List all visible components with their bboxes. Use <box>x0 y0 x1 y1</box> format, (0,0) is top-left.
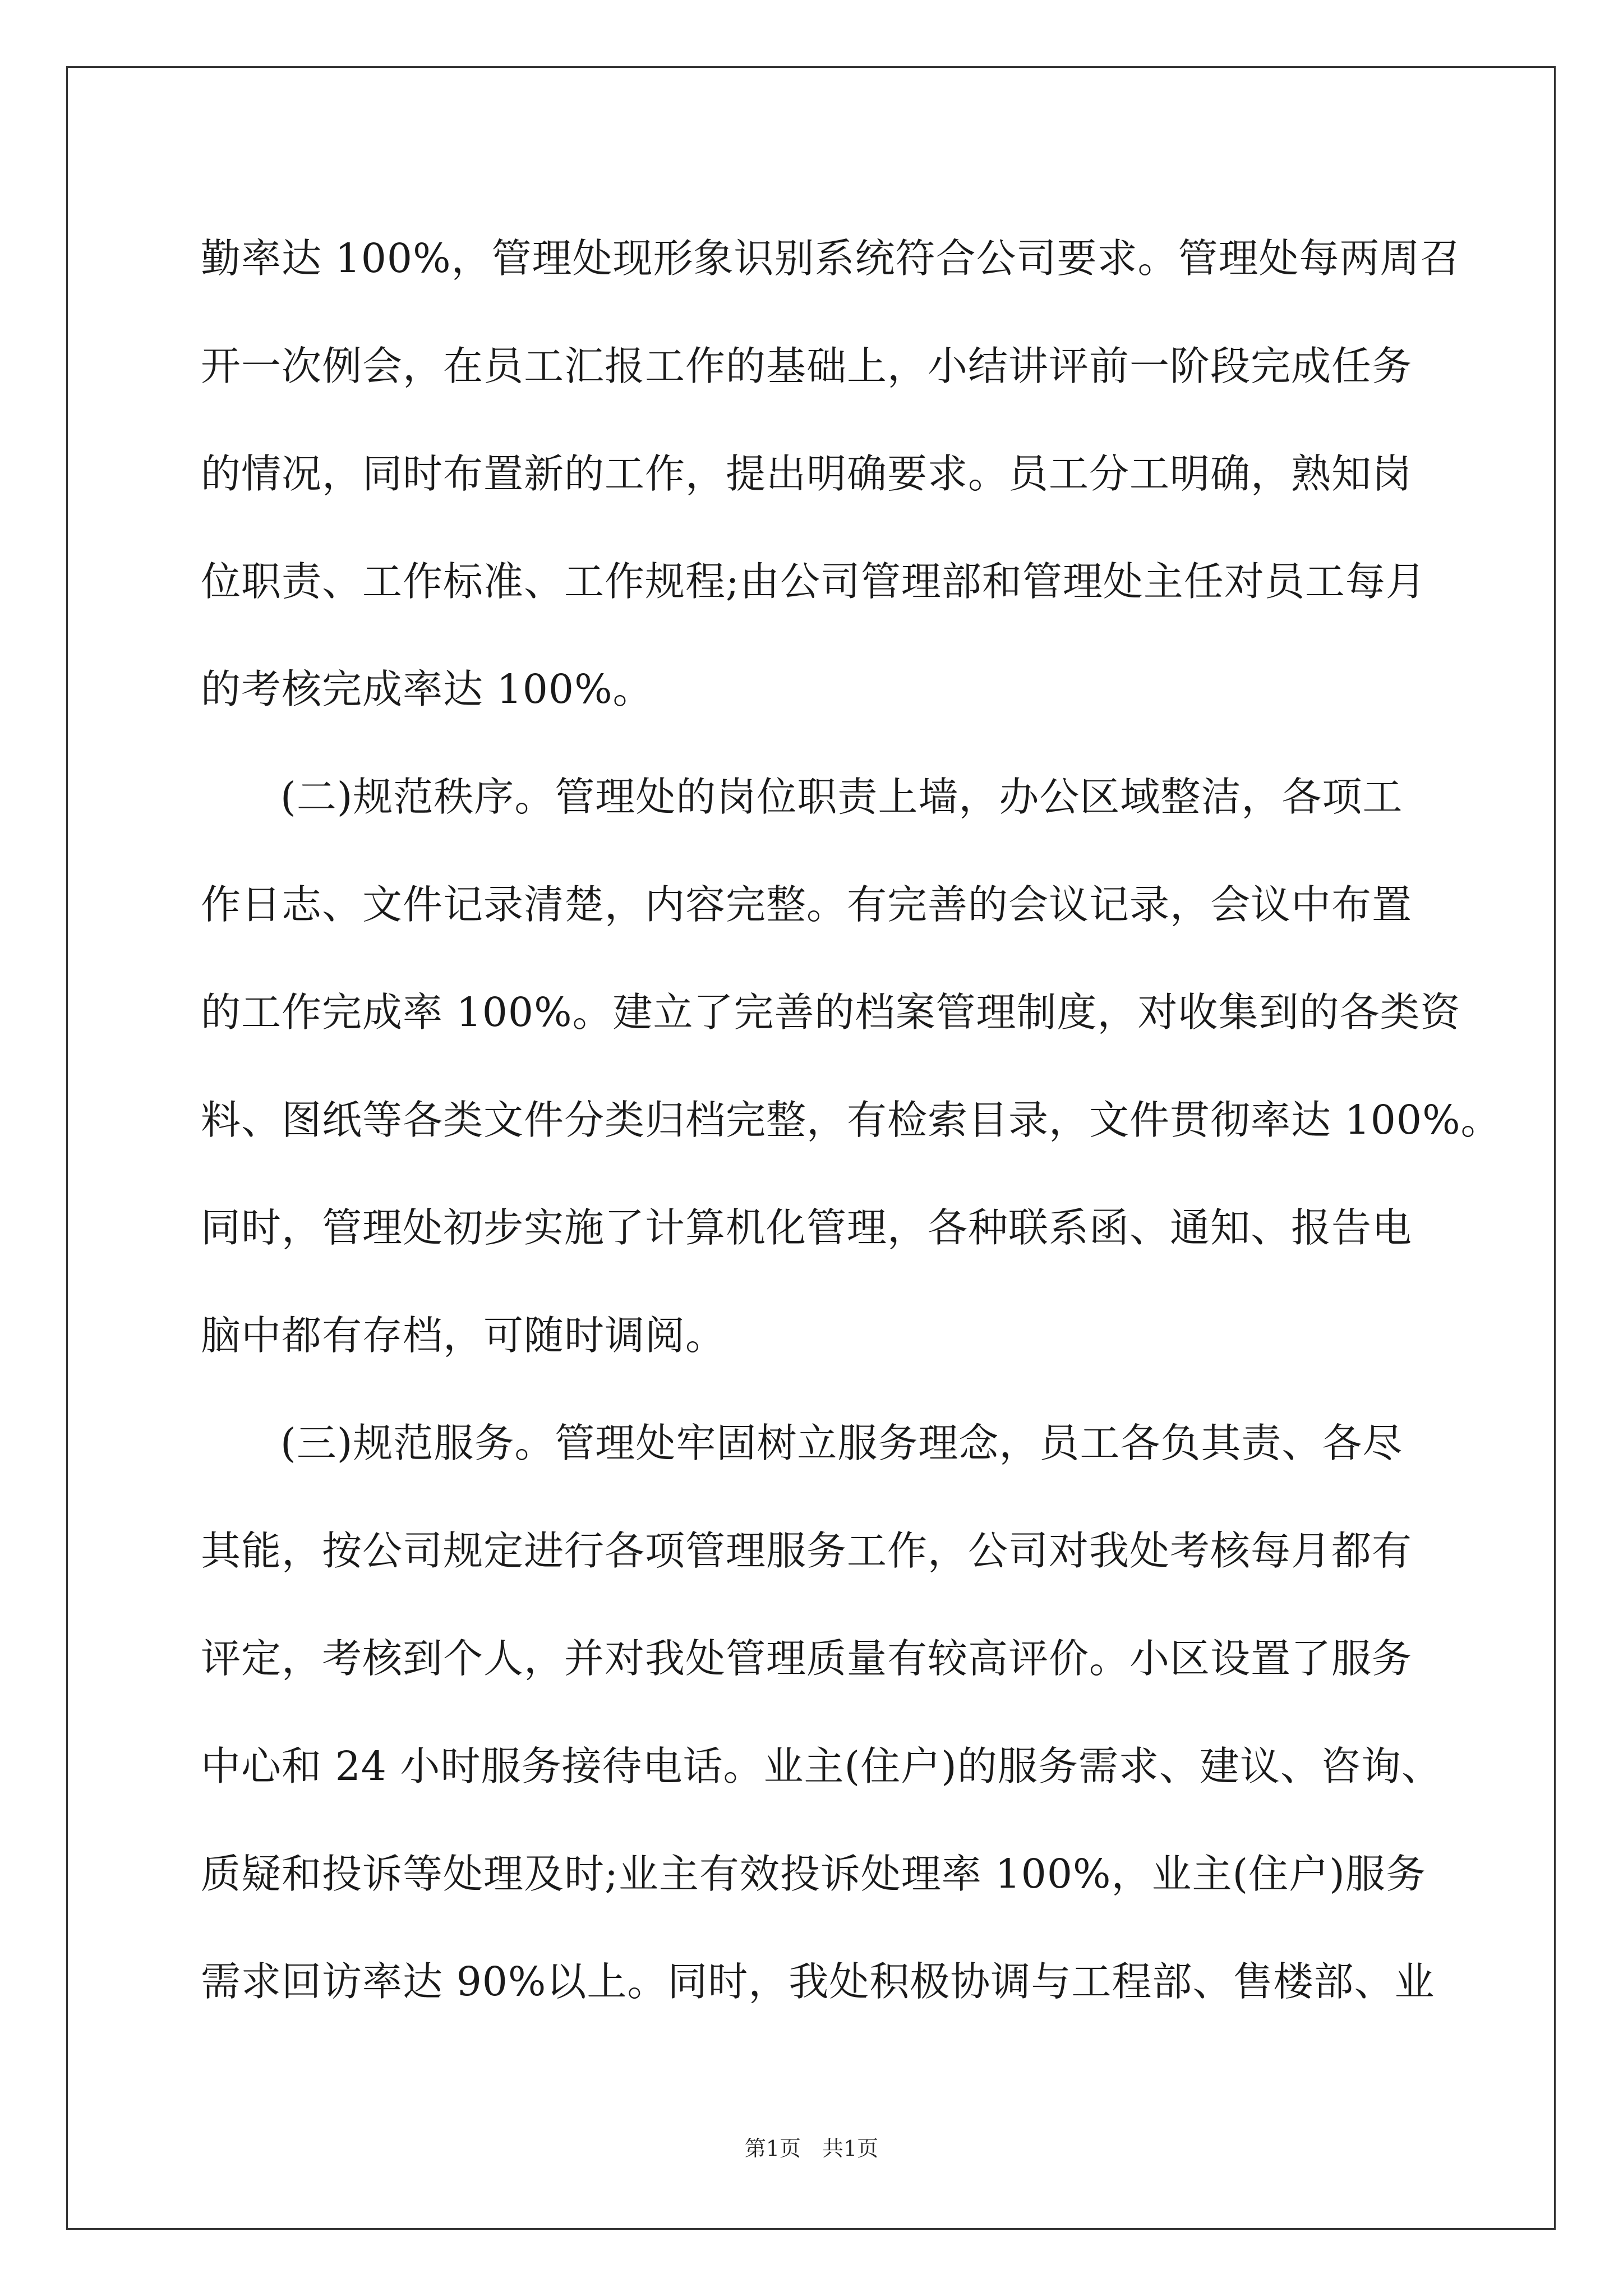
text-line: 评定，考核到个人，并对我处管理质量有较高评价。小区设置了服务 <box>201 1635 1413 1682</box>
text-line: 同时，管理处初步实施了计算机化管理，各种联系函、通知、报告电 <box>201 1204 1413 1251</box>
text-line: 质疑和投诉等处理及时;业主有效投诉处理率 100%，业主(住户)服务 <box>201 1851 1426 1897</box>
text-line: 的情况，同时布置新的工作，提出明确要求。员工分工明确，熟知岗 <box>201 450 1413 497</box>
paragraph-start-line: (二)规范秩序。管理处的岗位职责上墙，办公区域整洁，各项工 <box>280 774 1403 820</box>
document-body <box>201 205 1501 2036</box>
text-line: 需求回访率达 90%以上。同时，我处积极协调与工程部、售楼部、业 <box>201 1958 1435 2005</box>
text-line: 料、图纸等各类文件分类归档完整，有检索目录，文件贯彻率达 100%。 <box>201 1097 1501 1143</box>
text-line: 脑中都有存档，可随时调阅。 <box>201 1312 726 1359</box>
page-number-footer: 第1页 共1页 <box>744 2136 879 2161</box>
paragraph-start-line: (三)规范服务。管理处牢固树立服务理念，员工各负其责、各尽 <box>280 1420 1403 1466</box>
text-line: 位职责、工作标准、工作规程;由公司管理部和管理处主任对员工每月 <box>201 558 1426 605</box>
text-line: 的考核完成率达 100%。 <box>201 666 653 712</box>
text-line: 的工作完成率 100%。建立了完善的档案管理制度，对收集到的各类资 <box>201 989 1461 1036</box>
text-line: 勤率达 100%，管理处现形象识别系统符合公司要求。管理处每两周召 <box>201 235 1461 282</box>
text-line: 其能，按公司规定进行各项管理服务工作，公司对我处考核每月都有 <box>201 1527 1413 1574</box>
text-line: 作日志、文件记录清楚，内容完整。有完善的会议记录，会议中布置 <box>201 881 1413 928</box>
text-line: 开一次例会，在员工汇报工作的基础上，小结讲评前一阶段完成任务 <box>201 343 1413 389</box>
text-line: 中心和 24 小时服务接待电话。业主(住户)的服务需求、建议、咨询、 <box>201 1743 1442 1789</box>
